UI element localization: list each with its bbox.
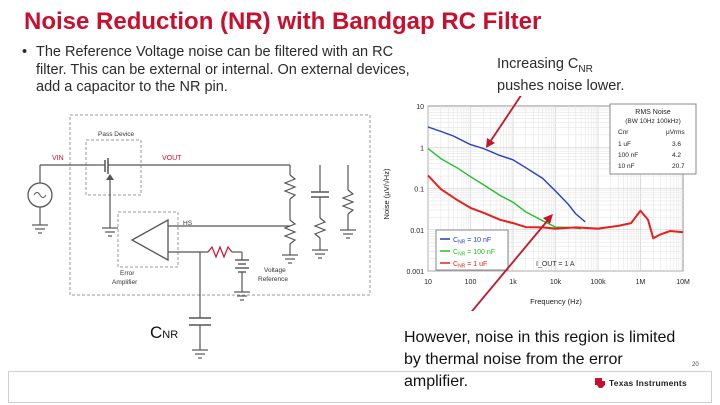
vout-label: VOUT (162, 155, 182, 162)
x-tick-label: 10k (549, 279, 562, 286)
legend-label-2-pre: C (453, 249, 459, 256)
y-tick-label: 10 (416, 104, 424, 111)
error-amplifier-label-line1: Error (120, 270, 135, 277)
feedback-resistor-bottom (285, 220, 295, 244)
nr-filter-resistor (208, 247, 232, 257)
bottom-note-text: However, noise in this region is limited by thermal noise from the error amplifier. (404, 329, 676, 390)
rms-table-header-uvrms: µVrms (666, 129, 685, 136)
rms-table-title: RMS Noise (635, 109, 671, 116)
rms-table-row3-value: 20.7 (672, 163, 685, 170)
bullet-dot-icon: • (22, 44, 28, 60)
hs-label: HS (183, 220, 193, 227)
mosfet-icon (95, 158, 125, 228)
noise-plot (378, 96, 698, 311)
slide-title: Noise Reduction (NR) with Bandgap RC Filter (24, 8, 542, 35)
legend-label-2-post: = 100 nF (465, 249, 496, 256)
rms-table-header-cnr: Cnr (618, 129, 629, 136)
vin-label: VIN (52, 155, 64, 162)
legend-label-2-sub: NR (458, 251, 466, 258)
legend-label-1-post: = 10 nF (465, 237, 492, 244)
schematic-diagram (0, 100, 390, 365)
load-resistor (343, 190, 353, 214)
legend-label-3-pre: C (453, 261, 459, 268)
x-tick-label: 1k (509, 279, 517, 286)
cnr-label (150, 323, 178, 342)
ti-logo-text: Texas Instruments (609, 378, 687, 388)
error-amplifier-label-line2: Amplifier (112, 279, 138, 286)
feedback-resistor-top (285, 175, 295, 199)
rms-table-row1-value: 3.6 (672, 141, 682, 148)
voltage-reference-label-line2: Reference (258, 276, 288, 283)
callout-line1-subscript: NR (578, 63, 593, 75)
ti-logo (594, 377, 687, 389)
ground-icon (32, 225, 356, 358)
y-tick-label: 0.1 (414, 186, 424, 194)
rms-table-subtitle: (BW 10Hz 100kHz) (625, 118, 681, 125)
y-tick-label: 1 (420, 145, 424, 153)
legend-label-1-pre: C (453, 237, 459, 244)
x-tick-label: 10 (424, 279, 432, 286)
x-tick-label: 100k (590, 279, 606, 286)
rms-table-row3-cnr: 10 nF (618, 163, 635, 170)
x-tick-label: 1M (635, 279, 646, 286)
pass-device-label: Pass Device (98, 131, 135, 138)
ti-logo-icon (594, 377, 606, 389)
x-tick-label: 100 (464, 279, 477, 286)
rms-table-row2-value: 4.2 (672, 152, 682, 159)
rms-table-row1-cnr: 1 uF (618, 141, 632, 148)
y-tick-label: 0.001 (406, 269, 424, 276)
cnr-label-main: C (150, 323, 163, 342)
regulator-dashed-box (70, 115, 370, 295)
bullet-text: The Reference Voltage noise can be filtered with an RC filter. This can be external or internal. On external devices, add a capacitor to the NR pin. (36, 44, 410, 95)
error-amplifier-dashed-box (118, 212, 178, 267)
cnr-label-subscript: NR (162, 329, 179, 341)
x-tick-label: 10M (676, 279, 690, 286)
iout-annotation: I_OUT = 1 A (536, 261, 575, 268)
x-axis-label: Frequency (Hz) (530, 297, 582, 306)
legend-label-3-post: = 1 uF (465, 261, 488, 268)
y-axis-label: Noise (µV/√Hz) (382, 168, 391, 220)
voltage-reference-label-line1: Voltage (264, 267, 286, 274)
rms-noise-table (610, 104, 696, 174)
voltage-reference-icon (235, 260, 249, 272)
callout-line1-text: Increasing C (497, 56, 579, 72)
rms-table-row2-cnr: 100 nF (618, 152, 639, 159)
y-tick-label: 0.01 (410, 227, 424, 235)
callout-line2-text: pushes noise lower. (497, 77, 625, 94)
plot-legend (436, 230, 508, 270)
legend-label-1-sub: NR (458, 239, 466, 246)
callout-text (497, 56, 624, 95)
page-number: 20 (692, 362, 699, 368)
legend-label-3-sub: NR (458, 263, 466, 270)
pass-device-dashed-box (86, 140, 141, 195)
error-amplifier-icon (132, 220, 168, 260)
bullet-item (22, 44, 412, 97)
